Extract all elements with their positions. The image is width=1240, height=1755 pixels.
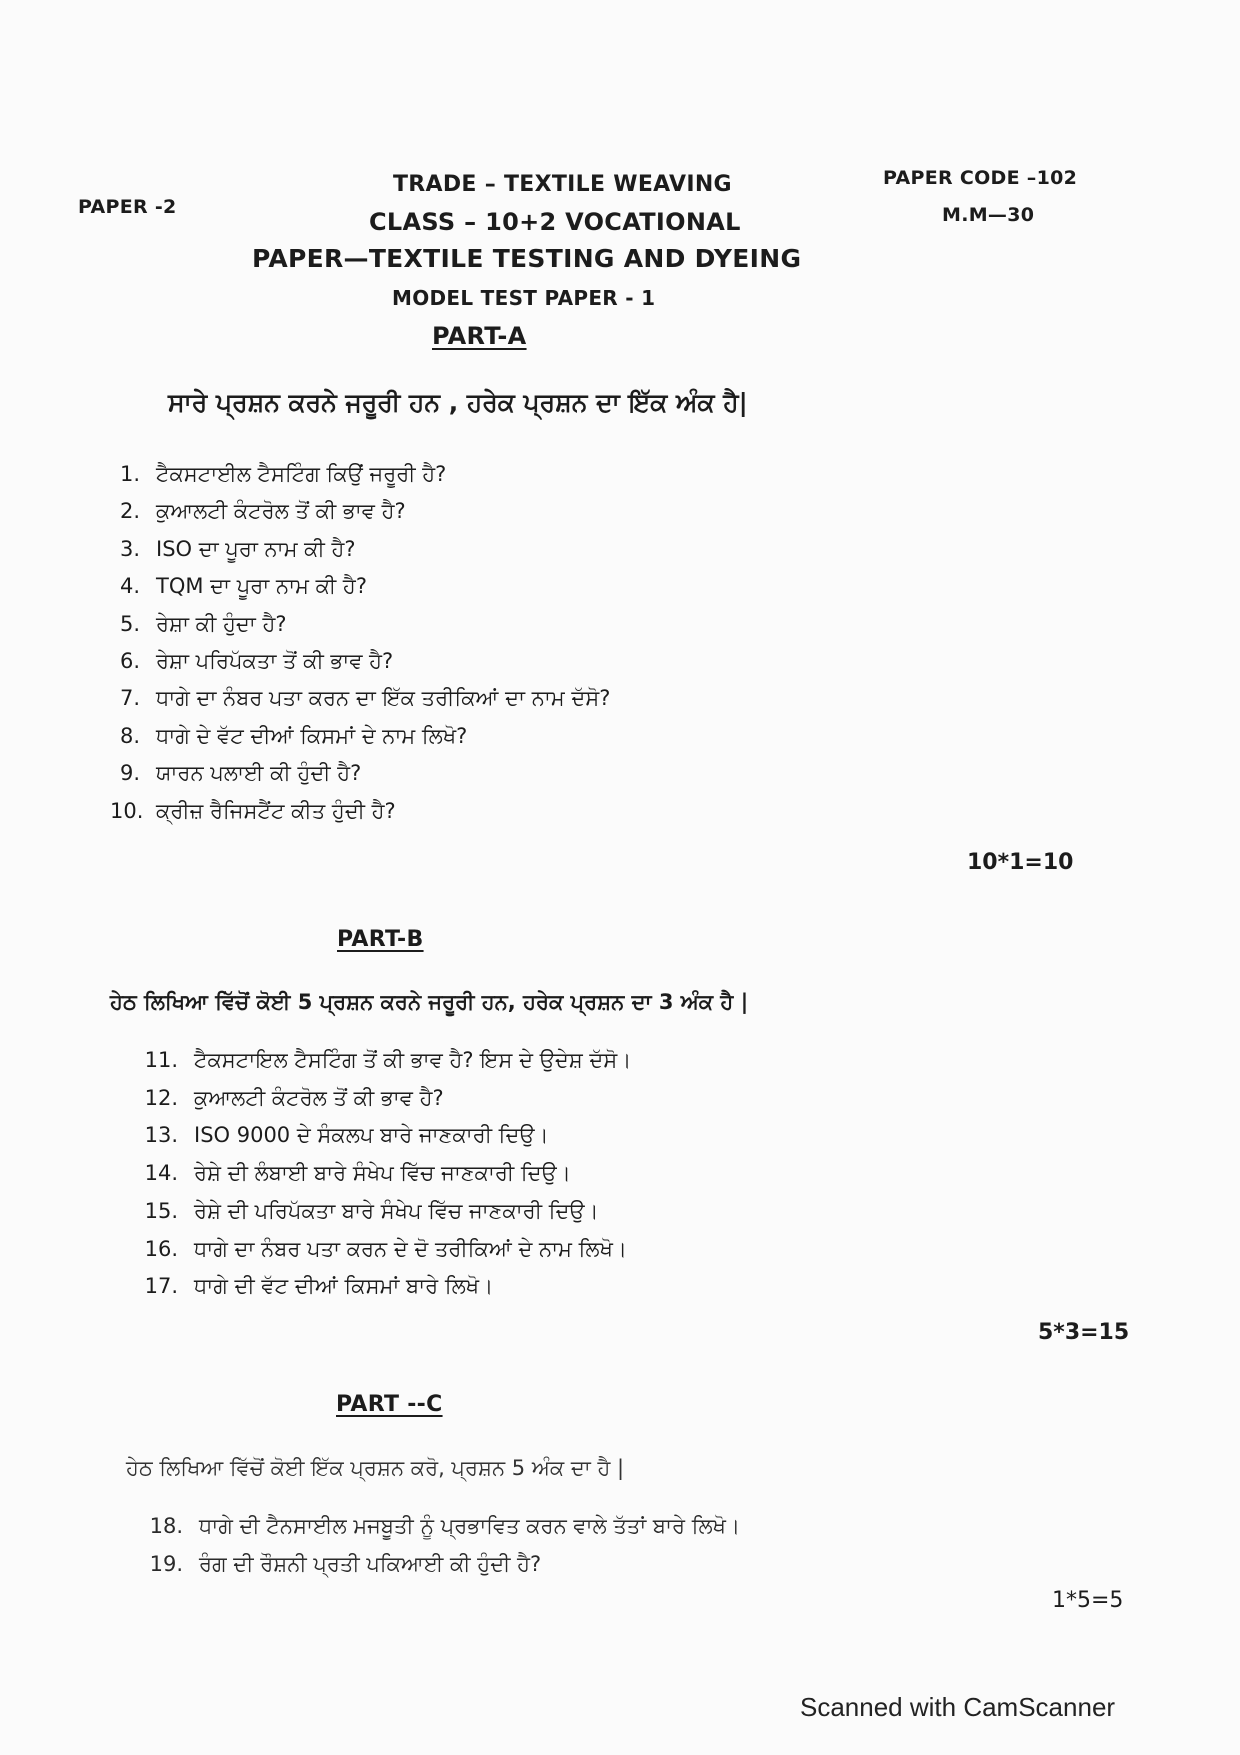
question-item [135, 1552, 541, 1577]
question-item [130, 1237, 627, 1262]
question-number: 19. [149, 1552, 183, 1576]
question-number: 11. [144, 1048, 178, 1072]
question-text: ਟੈਕਸਟਾਇਲ ਟੈਸਟਿੰਗ ਤੋਂ ਕੀ ਭਾਵ ਹੈ? ਇਸ ਦੇ ਉਦੇਸ਼ ਦੱਸੋ। [194, 1048, 632, 1072]
question-text: ਕ੍ਰੀਜ਼ ਰੈਜਿਸਟੈਂਟ ਕੀਤ ਹੁੰਦੀ ਹੈ? [156, 798, 396, 823]
question-number: 3. [119, 536, 140, 561]
model-test-title: MODEL TEST PAPER - 1 [392, 286, 656, 310]
question-text: ਧਾਗੇ ਦੀ ਟੈਨਸਾਈਲ ਮਜਬੂਤੀ ਨੂੰ ਪ੍ਰਭਾਵਿਤ ਕਰਨ ਵਾਲੇ ਤੱਤਾਂ ਬਾਰੇ ਲਿਖੋ। [199, 1514, 741, 1538]
question-text: ਯਾਰਨ ਪਲਾਈ ਕੀ ਹੁੰਦੀ ਹੈ? [156, 761, 362, 786]
question-text: ਟੈਕਸਟਾਈਲ ਟੈਸਟਿੰਗ ਕਿਉਂ ਜਰੂਰੀ ਹੈ? [156, 462, 447, 486]
question-item [110, 537, 356, 562]
question-number: 1. [119, 462, 140, 486]
question-text: ਰੇਸ਼ੇ ਦੀ ਪਰਿਪੱਕਤਾ ਬਾਰੇ ਸੰਖੇਪ ਵਿੱਚ ਜਾਣਕਾਰੀ ਦਿਉ। [194, 1198, 599, 1223]
question-number: 16. [144, 1236, 178, 1261]
question-item [130, 1161, 571, 1186]
part-a-instruction: ਸਾਰੇ ਪ੍ਰਸ਼ਨ ਕਰਨੇ ਜਰੂਰੀ ਹਨ , ਹਰੇਕ ਪ੍ਰਸ਼ਨ ਦਾ ਇੱਕ ਅੰਕ ਹੈ| [168, 388, 748, 417]
question-number: 17. [144, 1274, 178, 1299]
question-text: ਧਾਗੇ ਦੀ ਵੱਟ ਦੀਆਂ ਕਿਸਮਾਂ ਬਾਰੇ ਲਿਖੋ। [194, 1274, 494, 1299]
class-title: CLASS – 10+2 VOCATIONAL [369, 208, 741, 236]
part-c-instruction: ਹੇਠ ਲਿਖਿਆ ਵਿੱਚੋਂ ਕੋਈ ਇੱਕ ਪ੍ਰਸ਼ਨ ਕਰੋ, ਪ੍ਰਸ਼ਨ 5 ਅੰਕ ਦਾ ਹੈ | [126, 1456, 625, 1480]
question-number: 10. [110, 798, 144, 823]
part-c-marks: 1*5=5 [1052, 1588, 1124, 1613]
question-number: 2. [119, 499, 140, 524]
question-text: ISO 9000 ਦੇ ਸੰਕਲਪ ਬਾਰੇ ਜਾਣਕਾਰੀ ਦਿਉ। [194, 1123, 549, 1148]
question-item [110, 724, 467, 749]
question-text: TQM ਦਾ ਪੂਰਾ ਨਾਮ ਕੀ ਹੈ? [156, 574, 367, 599]
question-item [110, 612, 287, 637]
paper-number: PAPER -2 [78, 196, 177, 218]
question-item [130, 1274, 493, 1299]
part-a-marks: 10*1=10 [967, 850, 1074, 875]
question-text: ISO ਦਾ ਪੂਰਾ ਨਾਮ ਕੀ ਹੈ? [156, 536, 356, 561]
question-item [110, 462, 446, 487]
max-marks: M.M—30 [942, 204, 1035, 226]
part-b-marks: 5*3=15 [1038, 1320, 1130, 1345]
question-item [110, 761, 361, 786]
question-text: ਕੁਆਲਟੀ ਕੰਟਰੋਲ ਤੋਂ ਕੀ ਭਾਵ ਹੈ? [156, 499, 406, 524]
part-a-title: PART-A [432, 322, 527, 350]
question-item [130, 1123, 549, 1148]
question-item [135, 1514, 740, 1539]
question-item [110, 799, 396, 824]
question-number: 18. [149, 1514, 183, 1538]
question-number: 12. [144, 1085, 178, 1110]
part-c-title: PART --C [336, 1392, 443, 1417]
question-text: ਧਾਗੇ ਦਾ ਨੰਬਰ ਪਤਾ ਕਰਨ ਦਾ ਇੱਕ ਤਰੀਕਿਆਂ ਦਾ ਨਾਮ ਦੱਸੋ? [156, 686, 611, 711]
question-text: ਕੁਆਲਟੀ ਕੰਟਰੋਲ ਤੋਂ ਕੀ ਭਾਵ ਹੈ? [194, 1085, 444, 1110]
question-number: 15. [144, 1198, 178, 1223]
question-item [110, 574, 367, 599]
question-item [110, 649, 393, 674]
question-number: 8. [119, 723, 140, 748]
question-text: ਰੇਸ਼ੇ ਦੀ ਲੰਬਾਈ ਬਾਰੇ ਸੰਖੇਪ ਵਿੱਚ ਜਾਣਕਾਰੀ ਦਿਉ। [194, 1161, 571, 1186]
question-number: 4. [119, 574, 140, 599]
question-number: 14. [144, 1161, 178, 1186]
question-number: 13. [144, 1123, 178, 1148]
question-item [110, 686, 610, 711]
question-number: 7. [119, 686, 140, 711]
camscanner-watermark: Scanned with CamScanner [800, 1692, 1116, 1722]
question-text: ਰੇਸ਼ਾ ਪਰਿਪੱਕਤਾ ਤੋਂ ਕੀ ਭਾਵ ਹੈ? [156, 649, 394, 673]
part-b-instruction: ਹੇਠ ਲਿਖਿਆ ਵਿੱਚੋਂ ਕੋਈ 5 ਪ੍ਰਸ਼ਨ ਕਰਨੇ ਜਰੂਰੀ ਹਨ, ਹਰੇਕ ਪ੍ਰਸ਼ਨ ਦਾ 3 ਅੰਕ ਹੈ | [110, 990, 749, 1014]
question-item [130, 1086, 444, 1111]
trade-title: TRADE – TEXTILE WEAVING [393, 172, 732, 197]
question-text: ਰੇਸ਼ਾ ਕੀ ਹੁੰਦਾ ਹੈ? [156, 611, 287, 636]
question-item [130, 1199, 599, 1224]
question-item [130, 1048, 631, 1073]
question-text: ਰੰਗ ਦੀ ਰੌਸ਼ਨੀ ਪ੍ਰਤੀ ਪਕਿਆਈ ਕੀ ਹੁੰਦੀ ਹੈ? [199, 1552, 542, 1576]
question-number: 5. [119, 611, 140, 636]
question-number: 9. [119, 761, 140, 786]
paper-code: PAPER CODE –102 [883, 167, 1078, 189]
paper-title: PAPER—TEXTILE TESTING AND DYEING [252, 244, 802, 273]
question-text: ਧਾਗੇ ਦੇ ਵੱਟ ਦੀਆਂ ਕਿਸਮਾਂ ਦੇ ਨਾਮ ਲਿਖੋ? [156, 723, 468, 748]
question-number: 6. [119, 649, 140, 673]
part-b-title: PART-B [337, 927, 424, 952]
question-item [110, 499, 406, 524]
question-text: ਧਾਗੇ ਦਾ ਨੰਬਰ ਪਤਾ ਕਰਨ ਦੇ ਦੋ ਤਰੀਕਿਆਂ ਦੇ ਨਾਮ ਲਿਖੋ। [194, 1236, 628, 1261]
